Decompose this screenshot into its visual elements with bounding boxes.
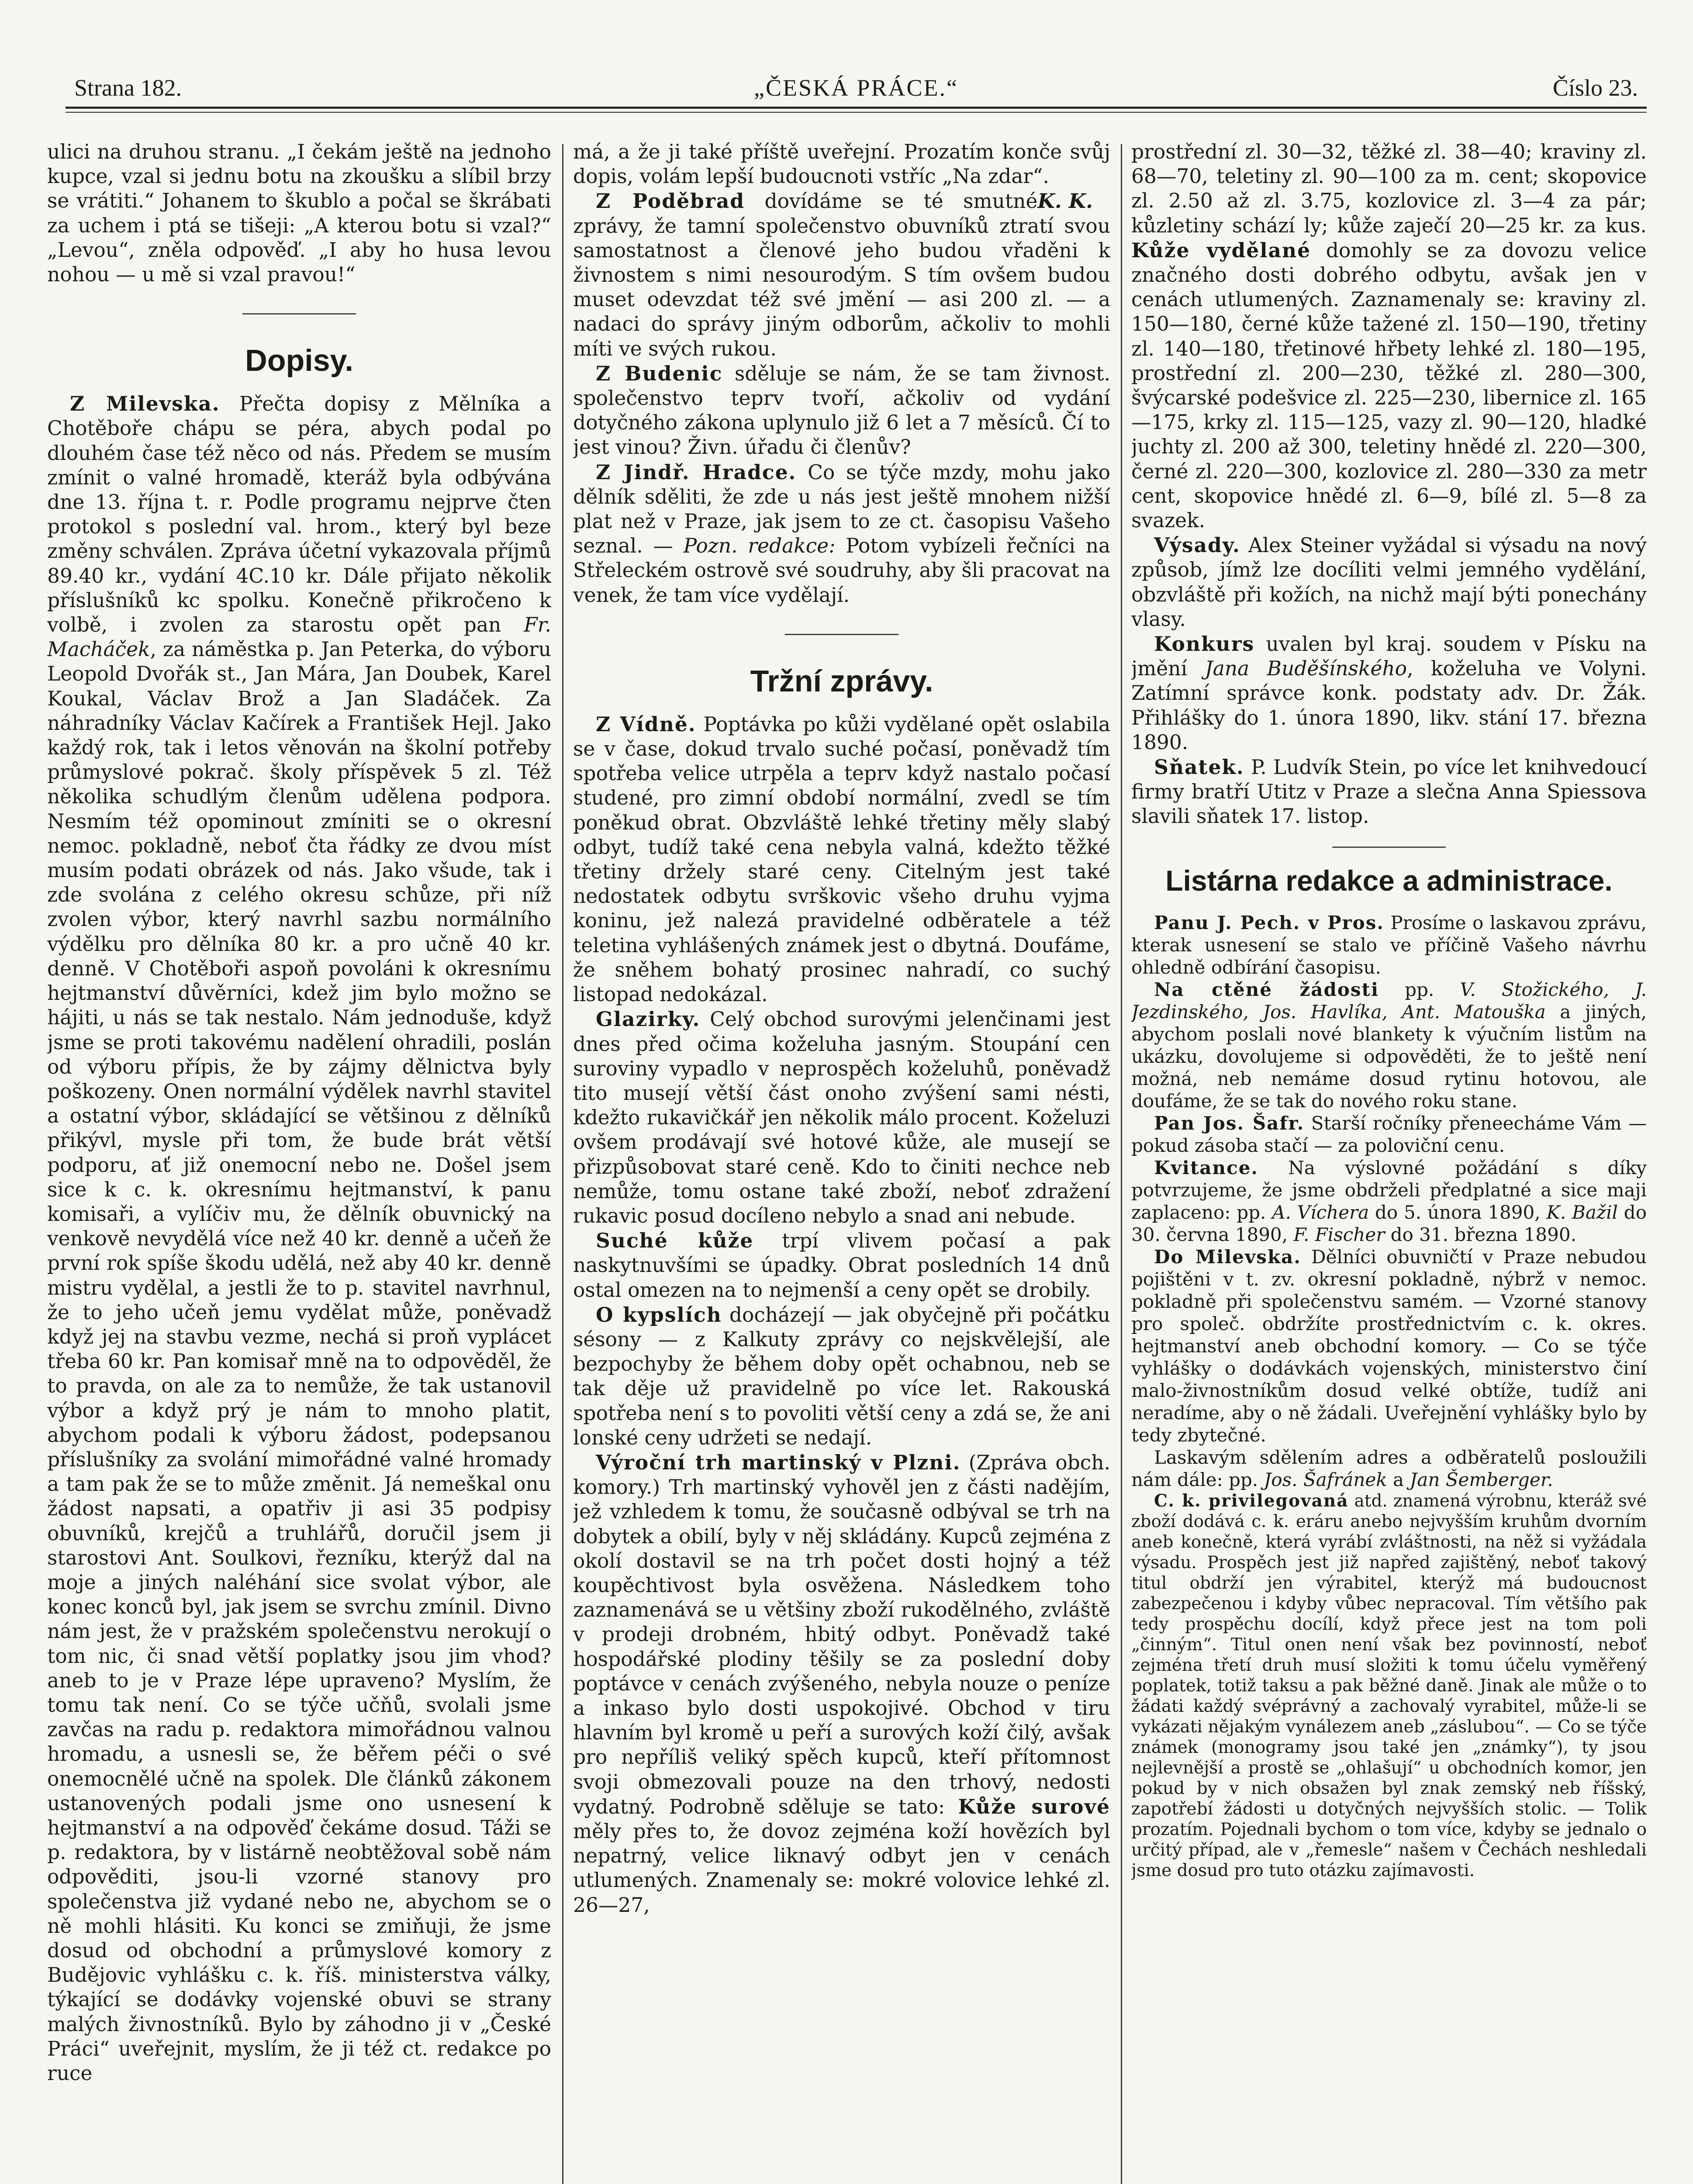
column-1 [47,140,551,2184]
column-divider [562,144,563,2184]
section-title-dopisy: Dopisy. [245,343,353,378]
reply-zadosti: Na ctěné žádosti pp. V. Stožického, J. Jezdinského, Jos. Havlíka, Ant. Matouška a jiných, abychom poslali nové blankety k výučním listům na ukázku, dovolujeme si odpověděti, že to ještě není možná, neb nemáme dosud rytinu hotovou, ale doufáme, že se tak do nového roku stane. [1131,978,1647,1112]
news-hradec: Z Jindř. Hradce. Co se týče mzdy, mohu jako dělník sděliti, že zde u nás jest ještě mnohem nižší plat než v Praze, jak jsem to ze ct. časopisu Vašeho seznal. — Pozn. redakce: Potom vybízeli řečníci na Střeleckém ostrově své soudruhy, aby šli pracovat na venek, že tam více vydělají. [573,460,1110,607]
header-rule [66,107,1647,109]
column-2 [573,140,1110,2184]
letter-milevsko: Z Milevska. Přečta dopisy z Mělníka a Chotěboře chápu se péra, abych podal po dlouhém čase též něco od nás. Předem se musím zmínit o valné hromadě, kteráž byla odbývána dne 13. října t. r. Podle programu nejprve čten protokol s poslední val. hrom., který byl beze změny schválen. Zpráva účetní vykazovala příjmů 89.40 kr., vydání 4C.10 kr. Dále přijato několik příslušníků kc spolku. Konečně přikročeno k volbě, i zvolen za starostu opět pan Fr. Macháček, za náměstka p. Jan Peterka, do výboru Leopold Dvořák st., Jan Mára, Jan Doubek, Karel Koukal, Václav Brož a Jan Sladáček. Za náhradníky Václav Kačírek a František Hejl. Jako každý rok, tak i letos věnován na školní potřeby průmyslové pokrač. školy příspěvek 5 zl. Též několika schudlým členům udělena podpora. Nesmím též opominout zmíniti se o okresní nemoc. pokladně, neboť čta řádky ze dvou míst musím podati obrázek od nás. Jako všude, tak i zde svolána z celého okresu schůze, při níž zvolen výbor, který navrhl sazbu normálního výdělku pro dělníka 80 kr. a pro učně 40 kr. denně. V Chotěboři aspoň povoláni k okresnímu hejtmanství důvěrníci, kdež jim bylo možno se hájiti, u nás se tak nestalo. Nám jednoduše, když jsme se proti takovému nadělení ohradili, poslán od výboru přípis, že by zájmy dělnictva byly poškozeny. Onen normální výdělek navrhl stavitel a ostatní výbor, skládající se většinou z dělníků přikývl, mysle při tom, že bude brát větší podporu, ať již onemocní nebo ne. Došel jsem sice k c. k. okresnímu hejtmanství, k panu komisaři, a vylíčiv mu, že dělník obuvnický na venkově nevydělá více než 40 kr. denně a učeň že první rok spíše škodu udělá, než aby 40 kr. denně mistru vydělal, a jestli že to p. stavitel navrhnul, že to jeho učeň jemu vydělat může, poněvadž když jej na stavbu vezme, nechá si proň vyplácet třeba 60 kr. Pan komisař mně na to odpověděl, že to pravda, on ale za to nemůže, že tak ustanovil výbor a když prý je nám to mnoho platit, abychom podali k výboru žádost, podepsanou příslušníky za svolání mimořádné valné hromady a tam pak že se to může změnit. Já nemeškal onu žádost napsati, a opatřiv ji asi 35 podpisy obuvníků, krejčů a truhlářů, doručil jsem ji starostovi Ant. Soulkovi, řezníku, kterýž dal na moje a jiných naléhání sice svolat výbor, ale konec konců byl, jak jsem se svrchu zmínil. Divno nám jest, že v pražském společenstvu nerokují o tom nic, či snad větší poplatky jsou jim vhod? aneb to je v Praze lépe upraveno? Myslím, že tomu tak není. Co se týče učňů, svolali jsme zavčas na radu p. redaktora mimořádnou valnou hromadu, a usnesli se, že běřem péči o své onemocnělé učně na spolek. Dle článků zákonem ustanovených podali jsme ono usnesení k hejtmanství a na odpověď čekáme dosud. Táži se p. redaktora, by v listárně neobtěžoval sobě nám odpověditi, jsou-li vzorné stanovy pro společenstva již vydané nebo ne, abychom se o ně mohli hlásiti. Ku konci se zmiňuji, že jsme dosud od obchodní a průmyslové komory z Budějovic vyhlášku c. k. říš. ministerstva války, týkající se dodávky vojenské obuvi se strany malých živnostníků. Bylo by záhodno ji v „České Práci“ uveřejnit, myslím, že ji též ct. redakce po ruce [47,392,551,2085]
letter-heading: Z Milevska. [70,392,220,416]
journal-title: „ČESKÁ PRÁCE.“ [753,75,958,101]
reply-privilegovana: C. k. privilegovaná atd. znamená výrobnu, kteráž své zboží dodává c. k. eráru anebo nejvyšším kruhům dvorním aneb konečně, která vyrábí zvláštnosti, na něž si vyžádala výsadu. Prospěch jest již napřed zajištěný, neboť takový titul obdrží jen výrabitel, kterýž má budoucnost zabezpečenou i kdyby vůbec nepracoval. Tím většího pak tedy prospěchu docílí, když přece jest na tom poli „činným“. Titul onen není však bez povinností, neboť zejména třetí druh musí složiti k tomu účelu vyměřený poplatek, totiž taksu a pak běžné daně. Jinak ale může o to žádati každý svéprávný a zachovalý vyrabitel, může-li se vykázati nějakým vynálezem aneb „záslubou“. — Co se týče známek (monogramy jsou také jen „známky“), ty jsou nejlevnější a prostě se „ohlašují“ u obchodních komor, jen pokud by v nich obsažen byl znak zemský neb říšský, zapotřebí žádosti u dotyčných nejvyšších stolic. — Tolik prozatím. Pojednali bychom o tom více, kdyby se jednalo o určitý případ, ale v „řemesle“ našem v Čechách neshledali jsme dosud pro tuto otázku zajímavosti. [1131,1490,1647,1880]
reply-adresy: Laskavým sdělením adres a odběratelů posloužili nám dále: pp. Jos. Šafránek a Jan Šemberger. [1131,1446,1647,1490]
market-suche-kuze: Suché kůže trpí vlivem počasí a pak naskytnuvšími se úpadky. Obrat posledních 14 dnů ostal omezen na to nejmenší a ceny opět se drobily. [573,1229,1110,1302]
section-divider [242,313,356,314]
news-snatek: Sňatek. P. Ludvík Stein, po více let knihvedoucí firmy bratří Utitz v Praze a slečna Anna Spiessova slavili sňatek 17. listop. [1131,755,1647,828]
reply-pech: Panu J. Pech. v Pros. Prosíme o laskavou zprávu, kterak usnesení se stalo ve příčině Vašeho návrhu ohledně odbírání časopisu. [1131,912,1647,978]
page-number: Strana 182. [74,75,182,101]
section-title-trzni: Tržní zprávy. [750,663,933,698]
section-divider [1332,847,1446,848]
reply-milevsko: Do Milevska. Dělníci obuvničtí v Praze nebudou pojištěni v t. zv. okresní pokladně, nýbrž v nemoc. pokladně při společenstvu samém. — Vzorné stanovy pro společ. obdržíte prostřednictvím c. k. okres. hejtmanství aneb obchodní komory. — Co se týče vyhlášky o dodávkách vojenských, ministerstvo činí malo-živnostníkům dosud velké obtíže, tudíž ani neradíme, aby o ně žádali. Uveřejnění vyhlášky bylo by tedy zbytečné. [1131,1246,1647,1446]
column-3 [1131,140,1647,2184]
letter-continuation: má, a že ji také příště uveřejní. Prozatím konče svůj dopis, volám lepší budoucnoti vstříc „Na zdar“. K. K. [573,140,1110,213]
reply-safr: Pan Jos. Šafr. Starší ročníky přeneecháme Vám — pokud zásoba stačí — za poloviční cenu. [1131,1112,1647,1156]
news-vysady: Výsady. Alex Steiner vyžádal si výsadu na nový způsob, jímž lze docíliti velmi jemného vydělání, obzvláště při kožích, na nichž mají býti ponechány vlasy. [1131,533,1647,631]
header-rule-thin [66,112,1647,113]
market-glazirky: Glazirky. Celý obchod surovými jelenčinami jest dnes před očima koželuha jasným. Stoupání cen suroviny vypadlo v neprospěch koželuhů, poněvadž tito musejí větší část onoho zvýšení sami nésti, kdežto rukavičkář jen několik málo procent. Koželuzi ovšem prodávají své hotové kůže, ale musejí se přizpůsobovat staré ceně. Kdo to činiti nechce neb nemůže, tomu ostane také zboží, neboť zdražení rukavic posud docíleno nebylo a snad ani nebude. [573,1007,1110,1227]
section-title-listarna: Listárna redakce a administrace. [1165,864,1613,897]
market-kypsle: O kypslích docházejí — jak obyčejně při počátku sésony — z Kalkuty zprávy co nejskvělejší, ale bezpochyby že během doby opět ochabnou, neb se tak děje už pravidelně po více let. Rakouská spotřeba není s to povoliti větší ceny a zdá se, že ani lonské ceny udržeti se nedají. [573,1303,1110,1449]
story-ending: ulici na druhou stranu. „I čekám ještě na jednoho kupce, vzal si jednu botu na zkoušku a slíbil brzy se vrátiti.“ Johanem to škublo a počal se škrábati za uchem i ptá se tišeji: „A kterou botu si vzal?“ „Levou“, zněla odpověď. „I aby ho husa levou nohou — u mě si vzal pravou!“ [47,140,551,287]
news-budenice: Z Budenic sděluje se nám, že se tam živnost. společenstvo teprv tvoří, ačkoliv od vydání dotyčného zákona uplynulo již 6 let a 7 měsíců. Čí to jest vinou? Živn. úřadu či členův? [573,361,1110,459]
page-header [66,66,1647,105]
news-konkurs: Konkurs uvalen byl kraj. soudem v Písku na jmění Jana Buděšínského, koželuha ve Volyni. Zatímní správce konk. podstaty adv. Dr. Žák. Přihlášky do 1. února 1890, likv. stání 17. března 1890. [1131,632,1647,754]
section-divider [785,634,898,635]
news-podebrady: Z Poděbrad dovídáme se té smutné zprávy, že tamní společenstvo obuvníků ztratí svou samostatnost a členové jeho budou vřaděni k živnostem s nimi nesourodým. S tím ovšem budou muset odevzdat též své jmění — asi 200 zl. — a nadaci do správy jiným odborům, ačkoliv to mohli míti ve svých rukou. [573,189,1110,360]
reply-kvitance: Kvitance. Na výslovné požádání s díky potvrzujeme, že jsme obdrželi předplatné a sice maji zaplaceno: pp. A. Víchera do 5. února 1890, K. Bažil do 30. června 1890, F. Fischer do 31. března 1890. [1131,1157,1647,1245]
market-vienna: Z Vídně. Poptávka po kůži vydělané opět oslabila se v čase, dokud trvalo suché počasí, poněvadž tím spotřeba velice utrpěla a teprv když nastalo počasí studené, pro zimní období normální, zvedl se tím poněkud obrat. Obzvláště lehké třetiny měly slabý odbyt, tudíž také cena nebyla valná, kdežto těžké třetiny držely staré ceny. Citelným jest také nedostatek odbytu svrškovic všeho druhu vyjma koninu, jež nalezá pravidelné odběratele a též teletina vyhlášených známek jest o dbytná. Doufáme, že sněhem bohatý prosinec nahradí, co suchý listopad nedokázal. [573,712,1110,1006]
market-plzen: Výroční trh martinský v Plzni. (Zpráva obch. komory.) Trh martinský vyhověl jen z části nadějím, jež vzhledem k tomu, že současně odbýval se trh na dobytek a obilí, byly v něj skládány. Kupců zejména z okolí dostavil se na trh počet dosti hojný a též koupěchtivost byla osvěžena. Následkem toho zaznamenává se u většiny zboží rukodělného, zvláště v prodeji drobném, hbitý odbyt. Poněvadž také hospodářské plodiny těšily se za poslední doby poptávce v cenách zvýšeného, nebyla nouze o peníze a inkaso bylo dosti uspokojivé. Obchod v tiru hlavním byl kromě u peří a surových koží čilý, avšak pro nepříliš veliký spěch kupců, kteří přítomnost svoji obmezovali pouze na den trhový, nedosti vydatný. Podrobně sděluje se tato: Kůže surové měly přes to, že dovoz zejména koží hovězích byl nepatrný, velice liknavý odbyt jen v cenách utlumených. Znamenaly se: mokré volovice lehké zl. 26—27, [573,1450,1110,1917]
market-prices-cont: prostřední zl. 30—32, těžké zl. 38—40; kraviny zl. 68—70, teletiny zl. 90—100 za m. cent; skopovice zl. 2.50 až zl. 3.75, kozlovice zl. 3—4 za pár; kůzletiny schází ly; kůže zaječí 20—25 kr. za kus. Kůže vydělané domohly se za dovozu velice značného dosti dobrého odbytu, avšak jen v cenách utlumených. Zaznamenaly se: kraviny zl. 150—180, černé kůže tažené zl. 150—190, třetiny zl. 140—180, třetinové hřbety lehké zl. 180—195, prostřední zl. 200—230, těžké zl. 280—300, švýcarské podešvice zl. 225—230, libernice zl. 165—175, krky zl. 115—125, vazy zl. 90—120, hladké juchty zl. 200 až 300, teletiny hnědé zl. 220—300, černé zl. 220—300, kozlovice zl. 280—330 za metr cent, skopovice hnědé zl. 6—9, bílé zl. 5—8 za svazek. [1131,140,1647,532]
letter-signature: K. K. [1037,189,1093,213]
issue-number: Číslo 23. [1552,75,1638,101]
column-divider [1121,144,1122,2184]
listarna-body [1131,912,1647,1881]
